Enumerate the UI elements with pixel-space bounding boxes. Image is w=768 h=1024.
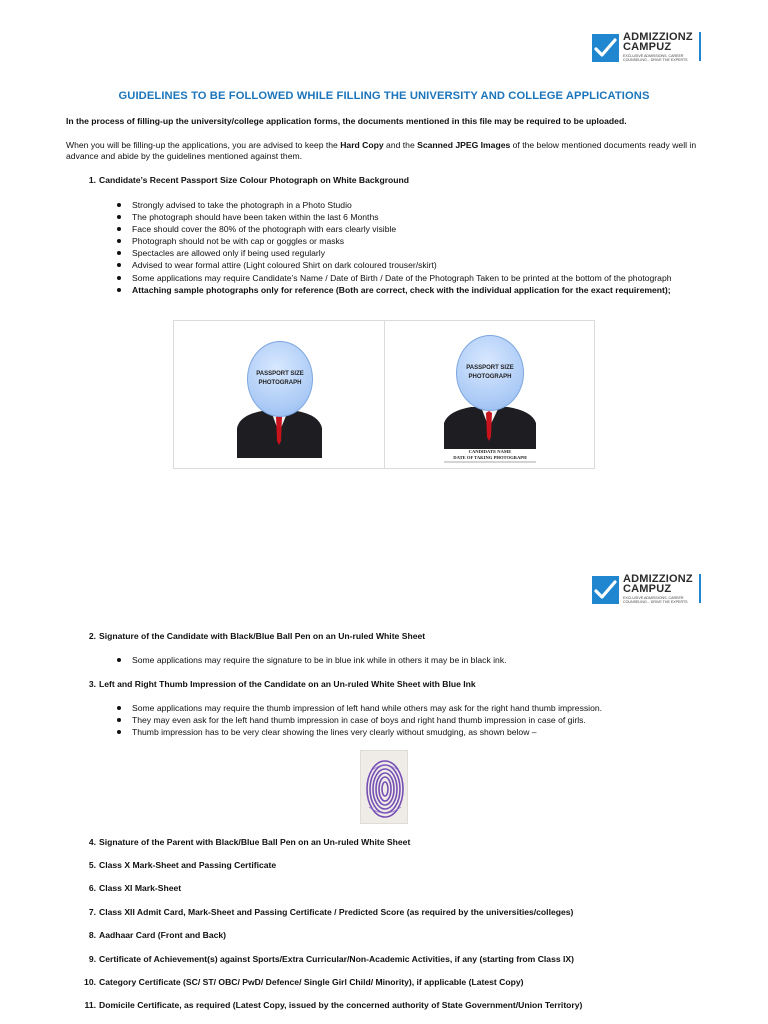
list-item: The photograph should have been taken within the last 6 Months (117, 211, 703, 223)
item-11-number: 11. (84, 1000, 96, 1010)
item-2-bullets (117, 654, 703, 666)
advice-paragraph (66, 140, 703, 162)
item-4-number: 4. (88, 837, 96, 847)
sample-photo-captioned (442, 331, 538, 463)
face-placeholder (456, 335, 524, 411)
sample-photo-plain (232, 333, 327, 458)
page-title: GUIDELINES TO BE FOLLOWED WHILE FILLING THE UNIVERSITY AND COLLEGE APPLICATIONS (118, 90, 650, 102)
item-1-text: Candidate’s Recent Passport Size Colour Photograph on White Background (99, 175, 410, 185)
item-1-bullets (117, 199, 703, 296)
caption-line2: DATE OF TAKING PHOTOGRAPH (453, 455, 527, 460)
advice-hard-copy: Hard Copy (340, 140, 384, 150)
list-item: They may even ask for the left hand thumb impression in case of boys and right hand thumb impression in case of girls. (117, 714, 703, 726)
logo-tagline: EXCLUSIVE ADMISSIONS, CAREER COUNSELING... DRIVE THE EXPERTS (623, 54, 688, 62)
logo-divider (699, 32, 701, 61)
list-item: Some applications may require Candidate’s Name / Date of Birth / Date of the Photograph Taken to be printed at the bottom of the photograph (117, 272, 703, 284)
checkmark-logo-icon (592, 576, 619, 604)
photo-label-line2: PHOTOGRAPH (258, 380, 302, 386)
logo-tagline: EXCLUSIVE ADMISSIONS, CAREER COUNSELING... DRIVE THE EXPERTS (623, 596, 688, 604)
advice-part3: of the below mentioned documents ready well in advance and abide by the guidelines mentioned against them. (66, 140, 697, 161)
list-item: Spectacles are allowed only if being used regularly (117, 247, 703, 259)
advice-scanned: Scanned JPEG Images (417, 140, 511, 150)
advice-part1: When you will be filling-up the applications, you are advised to keep the (66, 140, 341, 150)
item-5-number: 5. (88, 860, 96, 870)
logo-line1: ADMIZZIONZ (623, 31, 693, 43)
intro-text: In the process of filling-up the university/college application forms, the documents mentioned in this file may be required to be uploaded. (66, 116, 627, 126)
logo-divider (699, 574, 701, 603)
item-8-number: 8. (88, 930, 96, 940)
item-8-text: Aadhaar Card (Front and Back) (99, 930, 227, 940)
photo-label-line2: PHOTOGRAPH (468, 374, 512, 380)
brand-logo (592, 32, 704, 64)
list-item: Some applications may require the signature to be in blue ink while in others it may be in black ink. (117, 654, 703, 666)
item-7-text: Class XII Admit Card, Mark-Sheet and Passing Certificate / Predicted Score (as required by the universities/colleges) (99, 907, 574, 917)
item-4-text: Signature of the Parent with Black/Blue Ball Pen on an Un-ruled White Sheet (99, 837, 411, 847)
thumbprint-sample (360, 750, 408, 824)
item-1-number: 1. (88, 175, 96, 185)
item-10-text: Category Certificate (SC/ ST/ OBC/ PwD/ Defence/ Single Girl Child/ Minority), if applicable (Latest Copy) (99, 977, 524, 987)
advice-part2: and the (383, 140, 418, 150)
logo-line2: CAMPUZ (623, 583, 672, 595)
photo-label-line1: PASSPORT SIZE (466, 365, 514, 371)
item-9-text: Certificate of Achievement(s) against Sports/Extra Curricular/Non-Academic Activities, if any (starting from Class IX) (99, 954, 575, 964)
item-9-number: 9. (88, 954, 96, 964)
item-3-number: 3. (88, 679, 96, 689)
list-item: Attaching sample photographs only for reference (Both are correct, check with the individual application for the exact requirement); (117, 284, 703, 296)
list-item: Advised to wear formal attire (Light coloured Shirt on dark coloured trouser/skirt) (117, 259, 703, 271)
item-3-text: Left and Right Thumb Impression of the Candidate on an Un-ruled White Sheet with Blue Ink (99, 679, 476, 689)
face-placeholder (247, 341, 313, 417)
caption-line1: CANDIDATE NAME (468, 449, 512, 454)
logo-line2: CAMPUZ (623, 41, 672, 53)
list-item: Face should cover the 80% of the photograph with ears clearly visible (117, 223, 703, 235)
logo-line1: ADMIZZIONZ (623, 573, 693, 585)
item-10-number: 10. (84, 977, 96, 987)
list-item: Some applications may require the thumb impression of left hand while others may ask for the right hand thumb impression. (117, 702, 703, 714)
list-item: Photograph should not be with cap or goggles or masks (117, 235, 703, 247)
item-7-number: 7. (88, 907, 96, 917)
item-2-number: 2. (88, 631, 96, 641)
item-11-text: Domicile Certificate, as required (Latest Copy, issued by the concerned authority of State Government/Union Territory) (99, 1000, 583, 1010)
photo-caption (442, 449, 538, 461)
list-item: Thumb impression has to be very clear showing the lines very clearly without smudging, as shown below – (117, 726, 703, 738)
item-5-text: Class X Mark-Sheet and Passing Certificate (99, 860, 277, 870)
item-6-text: Class XI Mark-Sheet (99, 883, 182, 893)
table-divider (384, 321, 385, 468)
brand-logo-page2 (592, 574, 704, 606)
sample-photos-table (173, 320, 595, 469)
item-2-text: Signature of the Candidate with Black/Blue Ball Pen on an Un-ruled White Sheet (99, 631, 426, 641)
thumbprint-icon (361, 751, 409, 825)
checkmark-logo-icon (592, 34, 619, 62)
item-6-number: 6. (88, 883, 96, 893)
item-3-bullets (117, 702, 703, 738)
photo-label-line1: PASSPORT SIZE (256, 371, 304, 377)
list-item: Strongly advised to take the photograph in a Photo Studio (117, 199, 703, 211)
